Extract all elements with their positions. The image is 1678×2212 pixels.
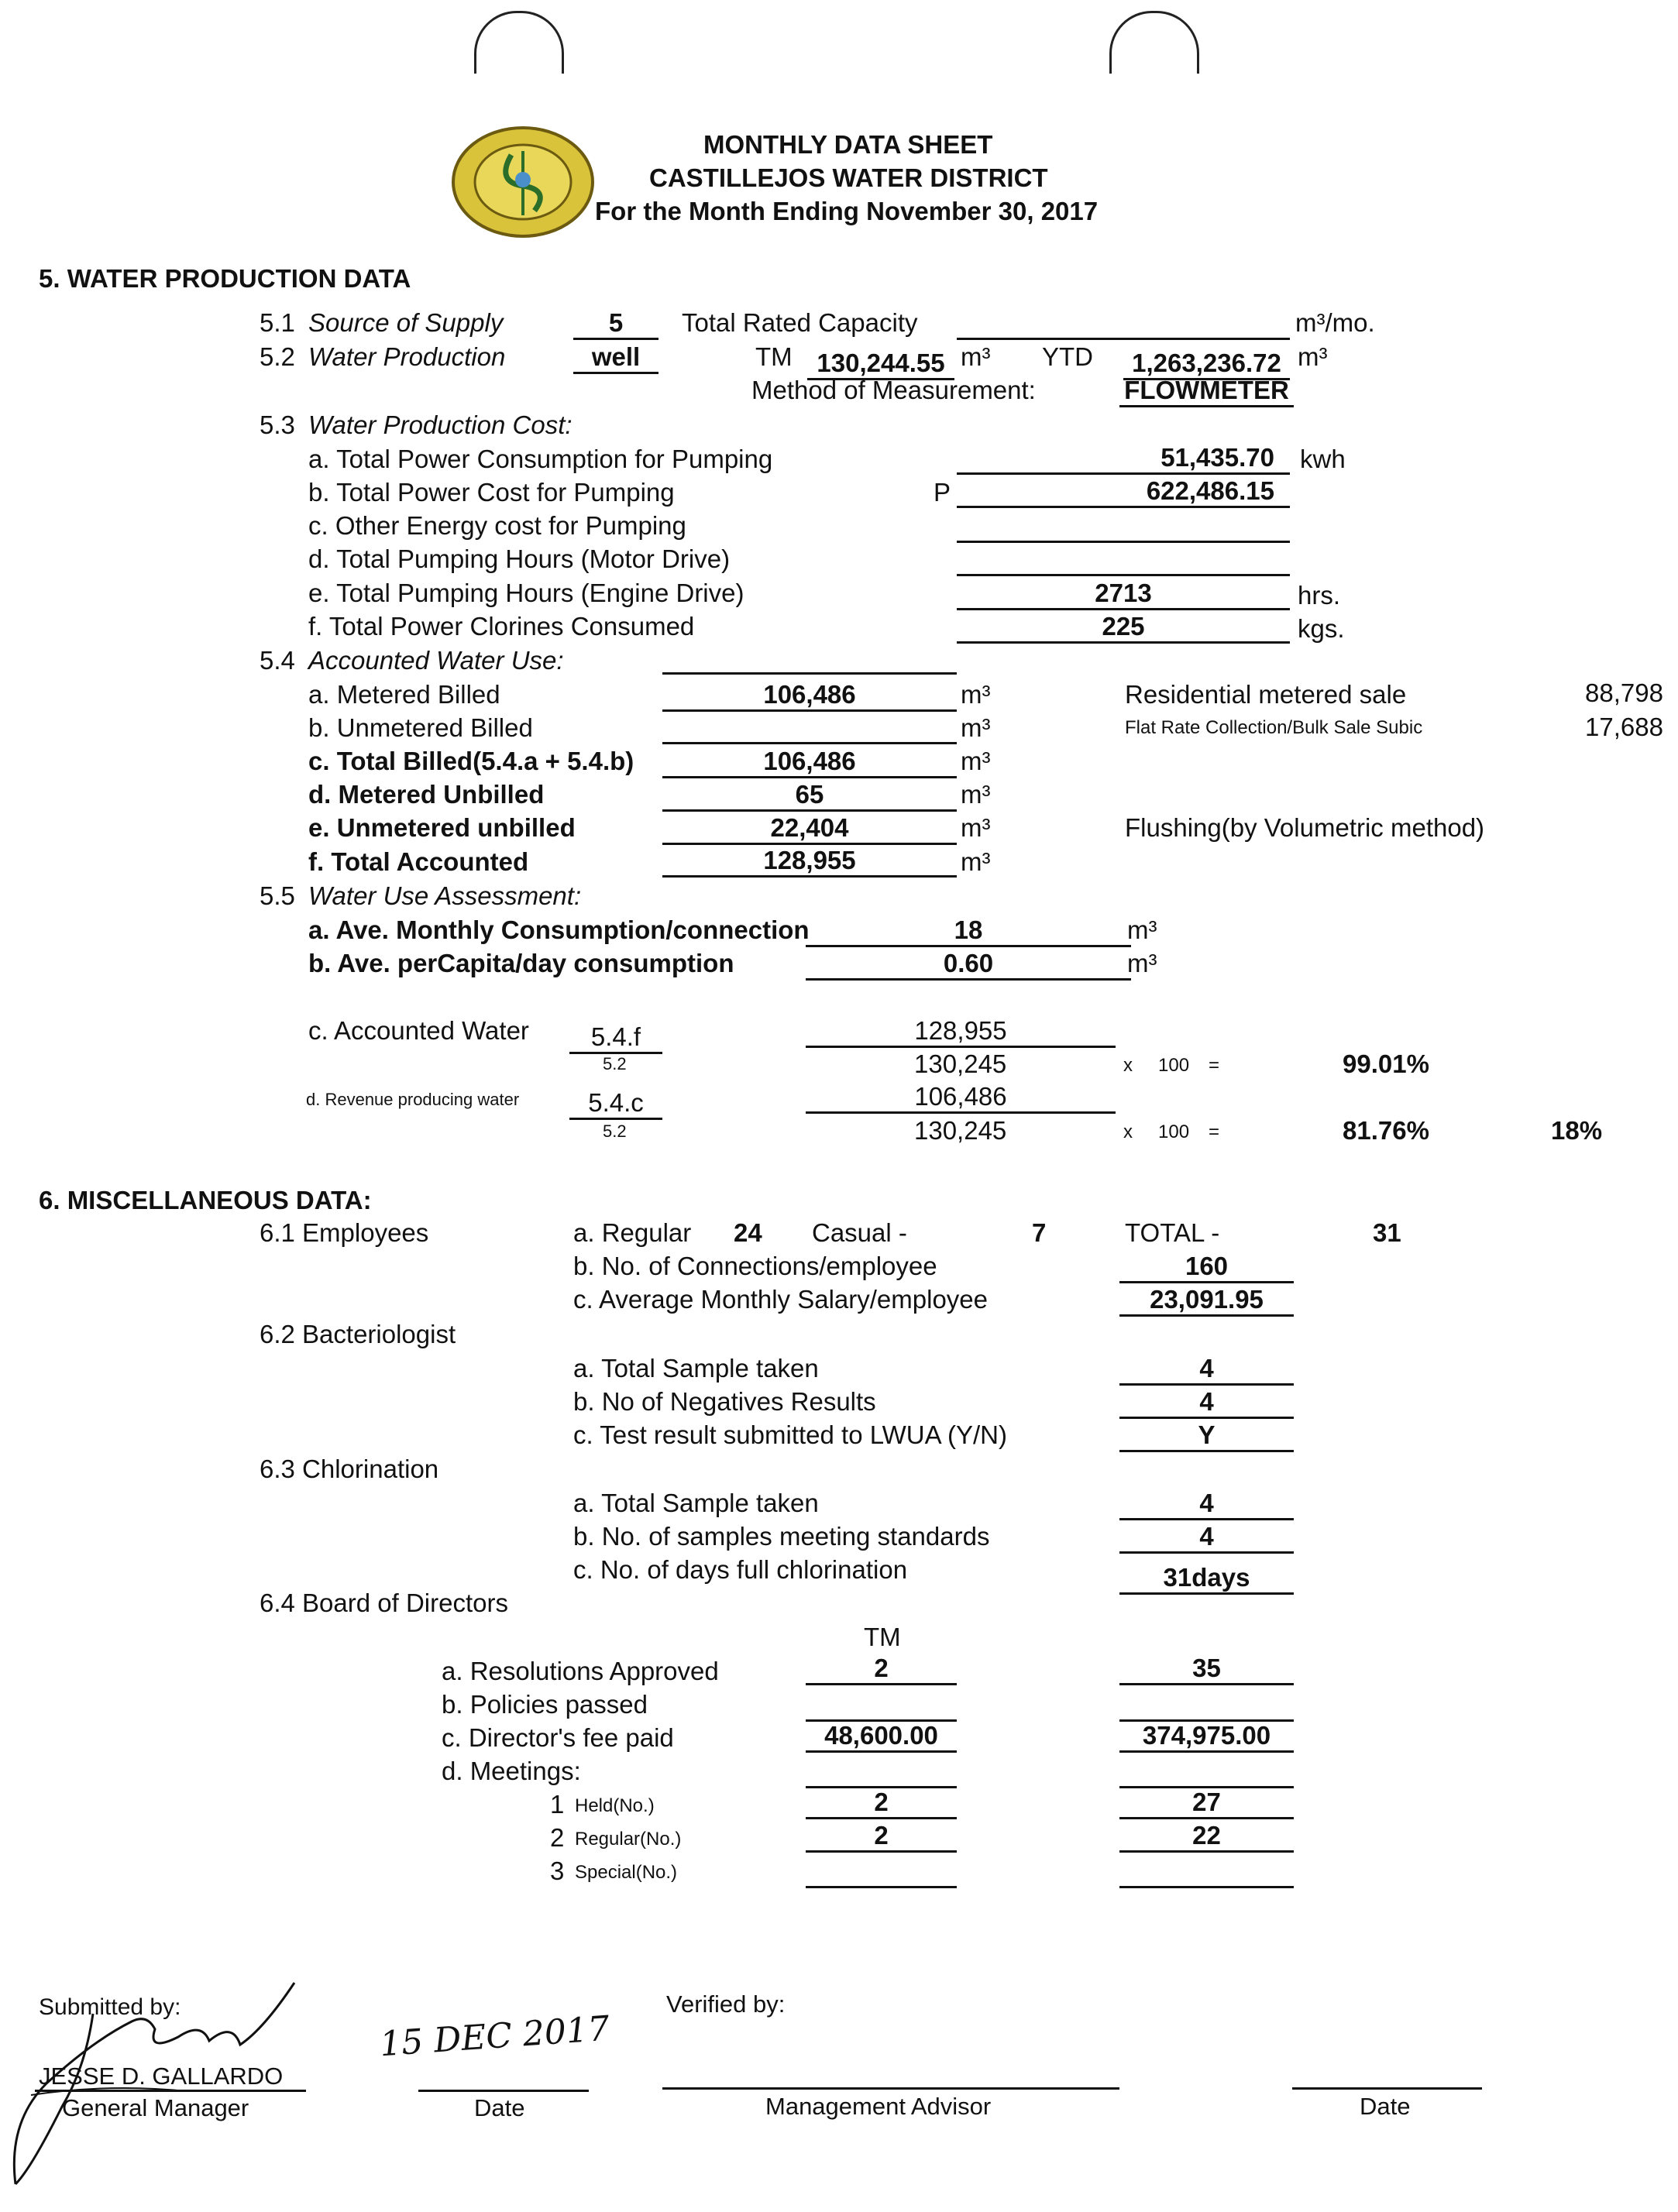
policies-passed-label: b. Policies passed — [442, 1690, 648, 1719]
special-meetings-label: Special(No.) — [575, 1862, 678, 1883]
ave-consumption-connection-unit: m³ — [1127, 915, 1157, 944]
metered-unbilled-value: 65 — [662, 781, 957, 812]
samples-meeting-standards-label: b. No. of samples meeting standards — [573, 1522, 990, 1551]
flat-rate-collection-value: 17,688 — [1585, 713, 1663, 741]
source-of-supply-value: 5 — [573, 310, 658, 340]
ytd-unit: m³ — [1298, 342, 1328, 371]
meetings-held-ytd: 27 — [1119, 1789, 1294, 1819]
revenue-producing-numerator: 106,486 — [806, 1084, 1116, 1114]
sheet-title: MONTHLY DATA SHEET — [703, 130, 993, 159]
meetings-held-tm: 2 — [806, 1789, 957, 1819]
lwua-submission-label: c. Test result submitted to LWUA (Y/N) — [573, 1420, 1007, 1449]
meetings-held-label: Held(No.) — [575, 1795, 655, 1816]
tm-production-value: 130,244.55 — [807, 350, 954, 380]
board-of-directors-label: 6.4 Board of Directors — [260, 1589, 508, 1617]
resolutions-approved-label: a. Resolutions Approved — [442, 1657, 719, 1685]
metered-billed-unit: m³ — [961, 680, 991, 709]
accounted-water-numerator-ref: 5.4.f — [569, 1024, 662, 1054]
submission-date-label: Date — [474, 2094, 525, 2121]
directors-fee-label: c. Director's fee paid — [442, 1723, 674, 1752]
casual-employees-label: Casual - — [812, 1218, 907, 1247]
average-salary-label: c. Average Monthly Salary/employee — [573, 1285, 989, 1314]
unmetered-billed-label: b. Unmetered Billed — [308, 713, 533, 742]
chlorination-label: 6.3 Chlorination — [260, 1455, 439, 1483]
verification-date-line — [1292, 2087, 1482, 2090]
accounted-water-use-label: Accounted Water Use: — [308, 646, 564, 675]
employees-label: 6.1 Employees — [260, 1218, 429, 1247]
water-production-label: Water Production — [308, 342, 506, 371]
chlorination-samples-label: a. Total Sample taken — [573, 1489, 819, 1517]
submission-date-line — [418, 2090, 589, 2092]
non-revenue-water-percent: 18% — [1551, 1116, 1603, 1145]
accounted-water-denominator: 130,245 — [914, 1049, 1007, 1078]
water-production-source: well — [573, 344, 658, 374]
motor-drive-hours-line — [957, 574, 1290, 576]
metered-billed-label: a. Metered Billed — [308, 680, 500, 709]
total-billed-value: 106,486 — [662, 748, 957, 778]
water-use-assessment-label: Water Use Assessment: — [308, 881, 582, 910]
unmetered-unbilled-label: e. Unmetered unbilled — [308, 813, 576, 842]
total-billed-label: c. Total Billed(5.4.a + 5.4.b) — [308, 747, 634, 775]
unmetered-billed-unit: m³ — [961, 713, 991, 742]
bacteriologist-samples-label: a. Total Sample taken — [573, 1354, 819, 1382]
directors-fee-tm: 48,600.00 — [806, 1723, 957, 1753]
connections-per-employee-value: 160 — [1119, 1253, 1294, 1283]
management-advisor-signature-line — [662, 2087, 1119, 2090]
revenue-producing-result: 81.76% — [1343, 1116, 1429, 1145]
accounted-use-top-line — [662, 672, 957, 675]
other-energy-cost-label: c. Other Energy cost for Pumping — [308, 511, 686, 540]
total-accounted-value: 128,955 — [662, 847, 957, 878]
power-cost-peso-sign: P — [934, 478, 951, 507]
revenue-producing-times: x — [1123, 1121, 1133, 1142]
power-consumption-value: 51,435.70 — [957, 445, 1290, 475]
rated-capacity-unit: m³/mo. — [1295, 308, 1375, 337]
full-chlorination-days-label: c. No. of days full chlorination — [573, 1555, 908, 1584]
accounted-water-label: c. Accounted Water — [308, 1016, 529, 1045]
revenue-producing-denominator: 130,245 — [914, 1116, 1007, 1145]
ytd-label: YTD — [1042, 342, 1093, 371]
verification-date-label: Date — [1360, 2093, 1411, 2120]
accounted-water-hundred: 100 — [1158, 1055, 1190, 1076]
power-consumption-label: a. Total Power Consumption for Pumping — [308, 445, 773, 473]
general-manager-position: General Manager — [62, 2094, 249, 2121]
measurement-method-label: Method of Measurement: — [751, 376, 1036, 404]
engine-drive-hours-unit: hrs. — [1298, 581, 1341, 610]
total-accounted-unit: m³ — [961, 847, 991, 876]
submitted-by-label: Submitted by: — [39, 1994, 181, 2020]
accounted-water-times: x — [1123, 1055, 1133, 1076]
power-consumption-unit: kwh — [1300, 445, 1346, 473]
unmetered-billed-line — [662, 742, 957, 744]
resolutions-approved-ytd: 35 — [1119, 1655, 1294, 1685]
residential-metered-sale-label: Residential metered sale — [1125, 680, 1407, 709]
lwua-submission-value: Y — [1119, 1422, 1294, 1452]
revenue-producing-hundred: 100 — [1158, 1121, 1190, 1142]
rated-capacity-label: Total Rated Capacity — [682, 308, 918, 337]
tm-unit: m³ — [961, 342, 991, 371]
district-name: CASTILLEJOS WATER DISTRICT — [649, 163, 1048, 192]
item-5-4-number: 5.4 — [260, 646, 295, 675]
meetings-held-number: 1 — [550, 1790, 565, 1819]
chlorination-samples-value: 4 — [1119, 1490, 1294, 1520]
connections-per-employee-label: b. No. of Connections/employee — [573, 1252, 937, 1280]
ave-percapita-unit: m³ — [1127, 949, 1157, 977]
punch-hole-left — [474, 11, 564, 74]
power-cost-label: b. Total Power Cost for Pumping — [308, 478, 675, 507]
accounted-water-equals: = — [1209, 1055, 1220, 1076]
rated-capacity-value — [957, 310, 1290, 340]
samples-meeting-standards-value: 4 — [1119, 1523, 1294, 1554]
section-5-heading: 5. WATER PRODUCTION DATA — [39, 264, 411, 293]
unmetered-unbilled-unit: m³ — [961, 813, 991, 842]
engine-drive-hours-label: e. Total Pumping Hours (Engine Drive) — [308, 579, 744, 607]
total-employees-label: TOTAL - — [1125, 1218, 1220, 1247]
total-accounted-label: f. Total Accounted — [308, 847, 529, 876]
ytd-production-value: 1,263,236.72 — [1123, 350, 1290, 380]
item-5-3-number: 5.3 — [260, 410, 295, 439]
directors-fee-ytd: 374,975.00 — [1119, 1723, 1294, 1753]
revenue-producing-water-label: d. Revenue producing water — [306, 1090, 520, 1109]
chlorine-consumed-value: 225 — [957, 613, 1290, 644]
regular-meetings-label: Regular(No.) — [575, 1829, 682, 1850]
general-manager-name: JESSE D. GALLARDO — [39, 2063, 284, 2090]
negative-results-value: 4 — [1119, 1389, 1294, 1419]
production-cost-label: Water Production Cost: — [308, 410, 573, 439]
total-billed-unit: m³ — [961, 747, 991, 775]
other-energy-cost-line — [957, 541, 1290, 543]
regular-employees-label: a. Regular — [573, 1218, 692, 1247]
revenue-producing-numerator-ref: 5.4.c — [569, 1090, 662, 1120]
punch-hole-right — [1109, 11, 1199, 74]
chlorine-consumed-label: f. Total Power Clorines Consumed — [308, 612, 695, 641]
item-5-5-number: 5.5 — [260, 881, 295, 910]
flushing-note: Flushing(by Volumetric method) — [1125, 813, 1485, 842]
general-manager-signature-line — [35, 2090, 306, 2092]
power-cost-value: 622,486.15 — [957, 478, 1290, 508]
metered-unbilled-label: d. Metered Unbilled — [308, 780, 545, 809]
full-chlorination-days-value: 31days — [1119, 1565, 1294, 1595]
bacteriologist-samples-value: 4 — [1119, 1355, 1294, 1386]
flat-rate-collection-label: Flat Rate Collection/Bulk Sale Subic — [1125, 717, 1423, 738]
negative-results-label: b. No of Negatives Results — [573, 1387, 876, 1416]
source-of-supply-label: Source of Supply — [308, 308, 504, 337]
chlorine-consumed-unit: kgs. — [1298, 614, 1345, 643]
residential-metered-sale-value: 88,798 — [1585, 678, 1663, 707]
metered-billed-value: 106,486 — [662, 682, 957, 712]
total-employees-value: 31 — [1373, 1218, 1401, 1247]
tm-label: TM — [755, 342, 793, 371]
district-seal-logo — [449, 124, 597, 240]
handwritten-submission-date: 15 DEC 2017 — [378, 2008, 611, 2065]
bacteriologist-label: 6.2 Bacteriologist — [260, 1320, 456, 1348]
bod-tm-column-header: TM — [864, 1623, 901, 1651]
section-6-heading: 6. MISCELLANEOUS DATA: — [39, 1186, 372, 1214]
revenue-producing-equals: = — [1209, 1121, 1220, 1142]
resolutions-approved-tm: 2 — [806, 1655, 957, 1685]
accounted-water-numerator: 128,955 — [806, 1018, 1116, 1048]
casual-employees-value: 7 — [1032, 1218, 1047, 1247]
regular-meetings-tm: 2 — [806, 1822, 957, 1853]
item-5-2-number: 5.2 — [260, 342, 295, 371]
item-5-1-number: 5.1 — [260, 308, 295, 337]
ave-consumption-connection-label: a. Ave. Monthly Consumption/connection — [308, 915, 810, 944]
regular-meetings-number: 2 — [550, 1823, 565, 1852]
accounted-water-result: 99.01% — [1343, 1049, 1429, 1078]
meetings-label: d. Meetings: — [442, 1757, 581, 1785]
verified-by-label: Verified by: — [666, 1990, 786, 2018]
motor-drive-hours-label: d. Total Pumping Hours (Motor Drive) — [308, 544, 731, 573]
unmetered-unbilled-value: 22,404 — [662, 815, 957, 845]
metered-unbilled-unit: m³ — [961, 780, 991, 809]
accounted-water-denominator-ref: 5.2 — [603, 1054, 627, 1073]
measurement-method-value: FLOWMETER — [1119, 377, 1294, 407]
revenue-producing-denominator-ref: 5.2 — [603, 1121, 627, 1141]
report-period: For the Month Ending November 30, 2017 — [595, 197, 1099, 225]
management-advisor-label: Management Advisor — [765, 2093, 992, 2120]
ave-percapita-value: 0.60 — [806, 950, 1131, 981]
regular-meetings-ytd: 22 — [1119, 1822, 1294, 1853]
regular-employees-value: 24 — [734, 1218, 762, 1247]
special-meetings-ytd-line — [1119, 1886, 1294, 1888]
engine-drive-hours-value: 2713 — [957, 580, 1290, 610]
ave-percapita-label: b. Ave. perCapita/day consumption — [308, 949, 734, 977]
average-salary-value: 23,091.95 — [1119, 1286, 1294, 1317]
special-meetings-number: 3 — [550, 1856, 565, 1885]
ave-consumption-connection-value: 18 — [806, 917, 1131, 947]
special-meetings-tm-line — [806, 1886, 957, 1888]
